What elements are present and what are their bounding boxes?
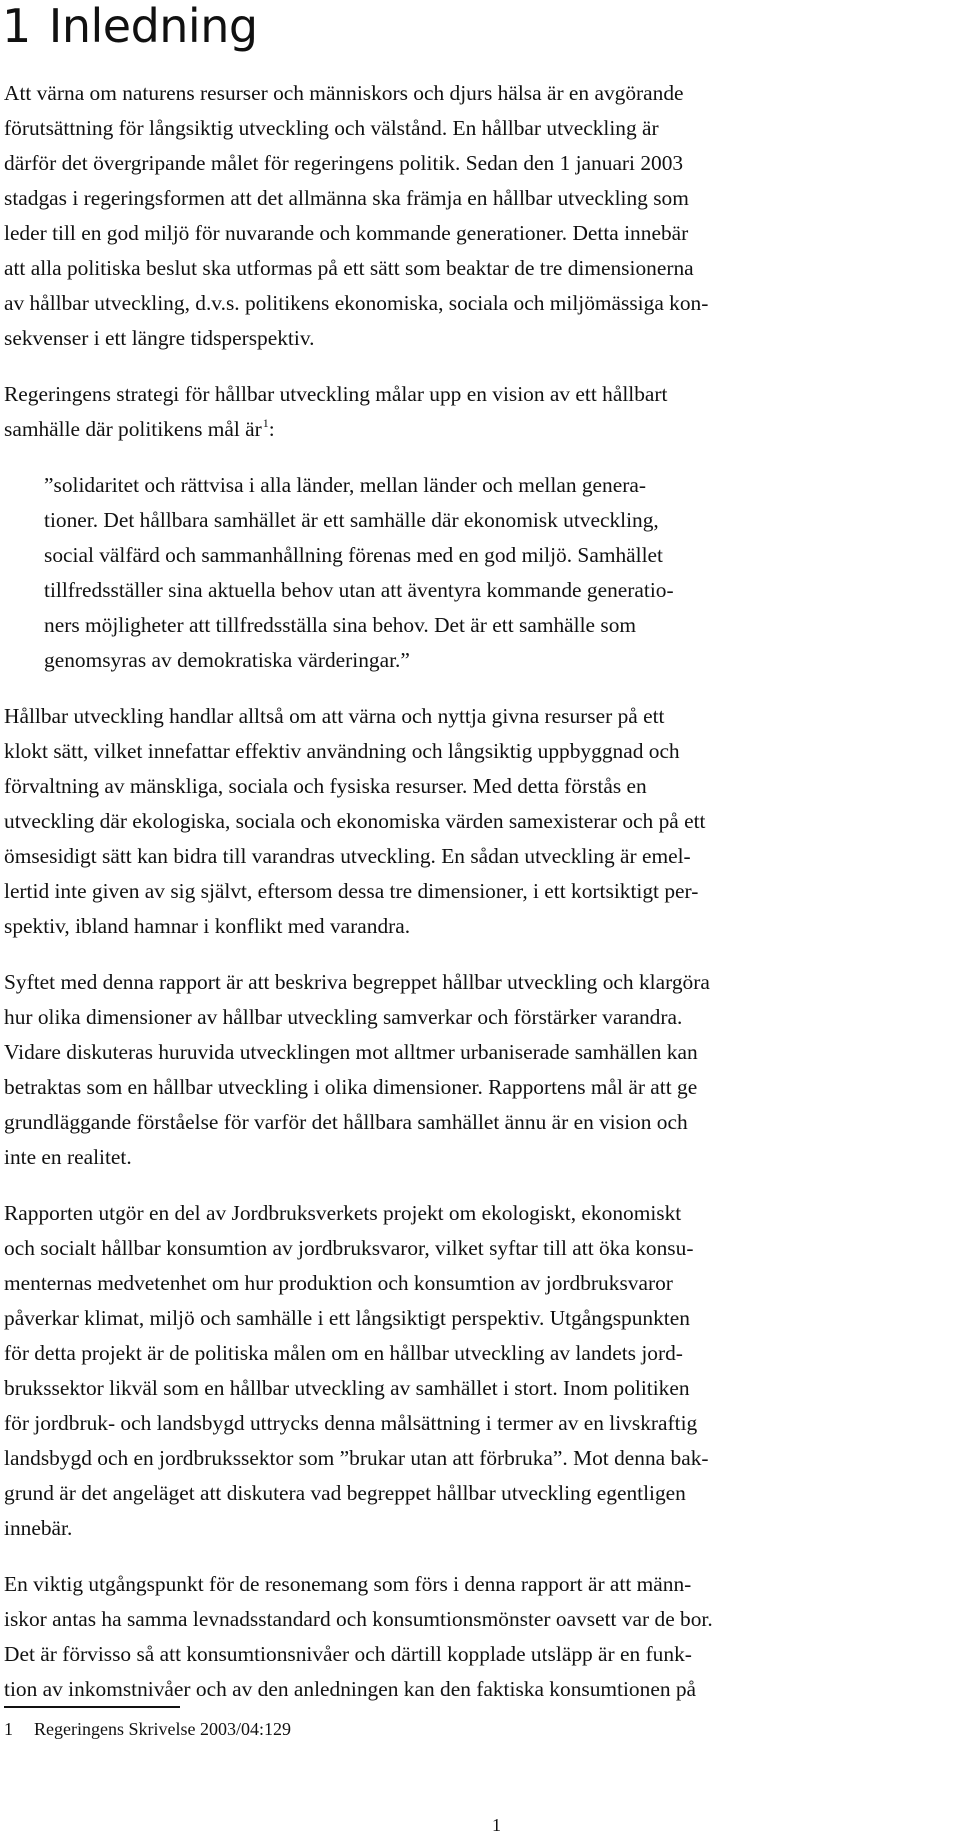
- text-line: hur olika dimensioner av hållbar utveckling samverkar och förstärker varandra.: [4, 1005, 683, 1029]
- text-line: Regeringens strategi för hållbar utveckling målar upp en vision av ett hållbart: [4, 382, 668, 406]
- text-line: leder till en god miljö för nuvarande och kommande generationer. Detta innebär: [4, 221, 689, 245]
- text-line: spektiv, ibland hamnar i konflikt med varandra.: [4, 914, 411, 938]
- text-line: Syftet med denna rapport är att beskriva begreppet hållbar utveckling och klargöra: [4, 970, 710, 994]
- footnote: [4, 1716, 291, 1742]
- text-line: för jordbruk- och landsbygd uttrycks denna målsättning i termer av en livskraftig: [4, 1411, 698, 1435]
- quote-line: ”solidaritet och rättvisa i alla länder, mellan länder och mellan genera-: [44, 473, 646, 497]
- text-line: Vidare diskuteras huruvida utvecklingen mot alltmer urbaniserade samhällen kan: [4, 1040, 698, 1064]
- quote-line: social välfärd och sammanhållning förenas med en god miljö. Samhället: [44, 543, 663, 567]
- text-line: utveckling där ekologiska, sociala och ekonomiska värden samexisterar och på ett: [4, 809, 706, 833]
- text-line: Det är förvisso så att konsumtionsnivåer och därtill kopplade utsläpp är en funk-: [4, 1642, 692, 1666]
- text-segment: :: [268, 417, 275, 441]
- paragraph-strategy: [4, 377, 924, 447]
- text-segment: samhälle där politikens mål är: [4, 417, 262, 441]
- text-line: Rapporten utgör en del av Jordbruksverkets projekt om ekologiskt, ekonomiskt: [4, 1201, 682, 1225]
- text-line: innebär.: [4, 1516, 73, 1540]
- text-line: grundläggande förståelse för varför det hållbara samhället ännu är en vision och: [4, 1110, 688, 1134]
- paragraph-purpose: [4, 965, 924, 1175]
- text-line: att alla politiska beslut ska utformas på ett sätt som beaktar de tre dimensionerna: [4, 256, 694, 280]
- text-line: grund är det angeläget att diskutera vad begreppet hållbar utveckling egentligen: [4, 1481, 686, 1505]
- paragraph-intro: [4, 76, 924, 356]
- chapter-heading: [2, 0, 258, 54]
- text-line: ömsesidigt sätt kan bidra till varandras utveckling. En sådan utveckling är emel-: [4, 844, 691, 868]
- paragraph-project: [4, 1196, 924, 1546]
- text-line: tion av inkomstnivåer och av den anledningen kan den faktiska konsumtionen på: [4, 1677, 697, 1701]
- text-line: Att värna om naturens resurser och människors och djurs hälsa är en avgörande: [4, 81, 684, 105]
- text-line: iskor antas ha samma levnadsstandard och konsumtionsmönster oavsett var de bor.: [4, 1607, 713, 1631]
- text-line: sekvenser i ett längre tidsperspektiv.: [4, 326, 315, 350]
- footnote-text: Regeringens Skrivelse 2003/04:129: [34, 1719, 291, 1739]
- text-line: Hållbar utveckling handlar alltså om att värna och nyttja givna resurser på ett: [4, 704, 665, 728]
- quote-line: tillfredsställer sina aktuella behov utan att äventyra kommande generatio-: [44, 578, 674, 602]
- text-line-with-footnote: [4, 412, 924, 447]
- quote-line: ners möjligheter att tillfredsställa sina behov. Det är ett samhälle som: [44, 613, 637, 637]
- quote-line: genomsyras av demokratiska värderingar.”: [44, 648, 410, 672]
- text-line: klokt sätt, vilket innefattar effektiv användning och långsiktig uppbyggnad och: [4, 739, 680, 763]
- body-text: [4, 76, 924, 1728]
- text-line: inte en realitet.: [4, 1145, 132, 1169]
- text-line: menternas medvetenhet om hur produktion och konsumtion av jordbruksvaror: [4, 1271, 673, 1295]
- paragraph-starting-point: [4, 1567, 924, 1707]
- footnote-reference[interactable]: 1: [262, 416, 269, 430]
- text-line: för detta projekt är de politiska målen om en hållbar utveckling av landets jord-: [4, 1341, 683, 1365]
- text-line: påverkar klimat, miljö och samhälle i ett långsiktigt perspektiv. Utgångspunkten: [4, 1306, 690, 1330]
- text-line: och socialt hållbar konsumtion av jordbruksvaror, vilket syftar till att öka konsu-: [4, 1236, 694, 1260]
- page-number: 1: [492, 1815, 501, 1835]
- paragraph-sustainable-development: [4, 699, 924, 944]
- footnote-divider: [4, 1706, 180, 1708]
- text-line: brukssektor likväl som en hållbar utveckling av samhället i stort. Inom politiken: [4, 1376, 690, 1400]
- text-line: av hållbar utveckling, d.v.s. politikens ekonomiska, sociala och miljömässiga kon-: [4, 291, 709, 315]
- text-line: förvaltning av mänskliga, sociala och fysiska resurser. Med detta förstås en: [4, 774, 647, 798]
- chapter-title: Inledning: [48, 0, 258, 53]
- text-line: stadgas i regeringsformen att det allmänna ska främja en hållbar utveckling som: [4, 186, 689, 210]
- text-line: En viktig utgångspunkt för de resonemang som förs i denna rapport är att männ-: [4, 1572, 692, 1596]
- text-line: betraktas som en hållbar utveckling i olika dimensioner. Rapportens mål är att ge: [4, 1075, 698, 1099]
- text-line: landsbygd och en jordbrukssektor som ”brukar utan att förbruka”. Mot denna bak-: [4, 1446, 709, 1470]
- quote-line: tioner. Det hållbara samhället är ett samhälle där ekonomisk utveckling,: [44, 508, 659, 532]
- chapter-number: 1: [2, 0, 31, 53]
- footnote-number: 1: [4, 1719, 13, 1739]
- text-line: därför det övergripande målet för regeringens politik. Sedan den 1 januari 2003: [4, 151, 684, 175]
- text-line: lertid inte given av sig självt, eftersom dessa tre dimensioner, i ett kortsiktigt per-: [4, 879, 699, 903]
- block-quote: [44, 468, 924, 678]
- text-line: förutsättning för långsiktig utveckling och välstånd. En hållbar utveckling är: [4, 116, 659, 140]
